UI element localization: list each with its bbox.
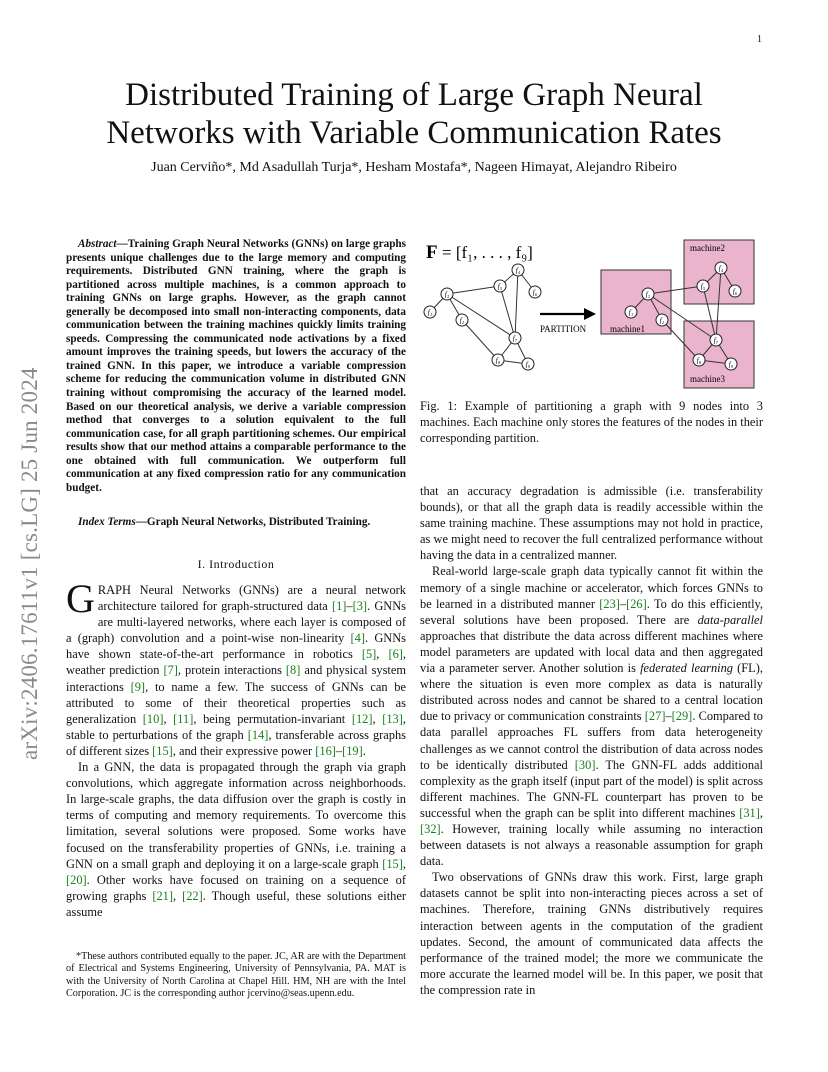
abstract-text: —Training Graph Neural Networks (GNNs) on large graphs presents unique challenges due to the large memory and computing requirements. Distributed GNN training, where the graph is partitioned across multiple machines, is a common approach to training GNNs on large graphs. However, as the graph cannot generally be decomposed into small non-interacting components, data communication between the training machines quickly limits training speeds. Compressing the communicated node activations by a fixed amount improves the training speeds, but lowers the accuracy of the trained GNN. In this paper, we introduce a variable compression scheme for reducing the communication volume in distributed GNN training without compromising the accuracy of the learned model. Based on our theoretical analysis, we derive a variable compression method that converges to a solution equivalent to the full communication case, for all graph partitioning schemes. Our empirical results show that our method attains a comparable performance to the one obtained with full communication. We outperform full communication at any fixed compression ratio for any communication budget.: [66, 238, 406, 494]
abstract-label: Abstract: [78, 238, 117, 250]
partitioned-node-label-2: f₂: [659, 316, 665, 325]
partitioned-node-label-7: f₇: [713, 336, 719, 345]
drop-cap: G: [66, 576, 95, 621]
index-terms: [66, 514, 406, 530]
partitioned-node-label-1: f₁: [628, 308, 634, 317]
formula-lhs: F: [426, 242, 438, 263]
source-node-label-6: f₆: [532, 288, 538, 297]
source-node-label-3: f₃: [444, 290, 450, 299]
page-number: 1: [757, 34, 762, 45]
source-node-label-5: f₅: [497, 282, 503, 291]
partitioned-node-label-6: f₆: [732, 287, 738, 296]
source-node-label-9: f₉: [525, 360, 531, 369]
paper-title: Distributed Training of Large Graph Neural Networks with Variable Communication Rates: [106, 77, 722, 151]
partitioned-node-label-5: f₅: [700, 282, 706, 291]
source-node-label-8: f₈: [495, 356, 501, 365]
partitioned-node-label-3: f₃: [645, 290, 651, 299]
source-node-label-2: f₂: [459, 316, 465, 325]
author-list: Juan Cerviño*, Md Asadullah Turja*, Hesham Mostafa*, Nageen Himayat, Alejandro Ribeiro: [151, 160, 677, 175]
right-column-body: that an accuracy degradation is admissible (i.e. transferability bounds), or that all the graph data is readily accessible within the same training machine. These assumptions may not hold in practice, as we might need to recover the full centralized performance without having the data in a centralized manner. Real-world large-scale graph data typically cannot fit within the memory of a single machine or accelerator, which forces GNNs to be learned in a distributed manner [23]–[26]. To do this efficiently, several solutions have been proposed. There are data-parallel approaches that distribute the data across different machines where model parameters are updated with local data and then aggregated via a parameter server. Another solution is federated learning (FL), where the situation is even more complex as data is naturally distributed across nodes and cannot be shared to a central location due to privacy or communication constraints [27]–[29]. Compared to data parallel approaches FL suffers from data heterogeneity challenges as we cannot control the distribution of data across nodes to be identically distributed [30]. The GNN-FL adds additional complexity as the graph itself (input part of the model) is split across different machines. The GNN-FL counterpart has proven to be successful when the graph can be split into different machines [31], [32]. However, training locally while assuming no interaction between datasets is not always a reasonable assumption for graph data. Two observations of GNNs draw this work. First, large graph datasets cannot be split into non-interacting pieces across a set of machines. Therefore, training GNNs distributively requires interaction between agents in the computation of the gradient updates. Second, the amount of communicated data affects the performance of the trained model; the more we communicate the more accurate the learned model will be. In this paper, we posit that the compression rate in: [420, 484, 764, 997]
source-graph-edges: [427, 270, 535, 364]
source-node-label-4: f₄: [515, 266, 521, 275]
source-node-label-7: f₇: [512, 334, 518, 343]
partitioned-node-label-8: f₈: [696, 356, 702, 365]
arxiv-stamp: [12, 290, 52, 760]
formula-rhs: = [f₁, . . . , f₉]: [442, 243, 533, 262]
partition-arrow-head: [584, 308, 596, 320]
intro-body: GRAPH Neural Networks (GNNs) are a neural network architecture tailored for graph-structured data [1]–[3]. GNNs are multi-layered networks, where each layer is composed of a (graph) convolution and a point-wise non-linearity [4]. GNNs have shown state-of-the-art performance in robotics [5], [6], weather prediction [7], protein interactions [8] and physical system interactions [9], to name a few. The success of GNNs can be attributed to some of their theoretical properties such as generalization [10], [11], being permutation-invariant [12], [13], stable to perturbations of the graph [14], transferable across graphs of different sizes [15], and their expressive power [16]–[19]. In a GNN, the data is propagated through the graph via graph convolutions, which aggregate information across neighborhoods. In large-scale graphs, the data diffusion over the graph is costly in terms of computing and memory requirements. To overcome this limitation, several solutions were proposed. Some works have focused on the transferability properties of GNNs, i.e. training a GNN on a small graph and deploying it on a large-scale graph [15], [20]. Other works have focused on training on a sequence of growing graphs [21], [22]. Though useful, these solutions either assume: [66, 576, 406, 919]
figure-caption: Fig. 1: Example of partitioning a graph with 9 nodes into 3 machines. Each machine only stores the features of the nodes in their corresponding partition.: [420, 399, 763, 445]
partition-figure: [420, 236, 765, 392]
machine1-label: machine1: [610, 324, 645, 334]
index-terms-label: Index Terms: [78, 516, 136, 528]
partitioned-node-label-9: f₉: [728, 360, 734, 369]
index-terms-text: —Graph Neural Networks, Distributed Training.: [135, 516, 371, 528]
partitioned-node-label-4: f₄: [718, 264, 724, 273]
abstract: [66, 238, 406, 495]
footnote: *These authors contributed equally to the paper. JC, AR are with the Department of Electrical and Systems Engineering, University of Pennsylvania, PA. MAT is with the University of North Carolina at Chapel Hill. HM, NH are with the Intel Corporation. JC is the corresponding author jcervino@seas.upenn.edu.: [66, 951, 406, 999]
partition-label: PARTITION: [540, 324, 587, 334]
machine2-label: machine2: [690, 243, 725, 253]
arxiv-stamp-text: arXiv:2406.17611v1 [cs.LG] 25 Jun 2024: [17, 367, 42, 760]
source-node-label-1: f₁: [427, 308, 433, 317]
section-heading: I. Introduction: [197, 557, 275, 571]
machine3-label: machine3: [690, 374, 725, 384]
